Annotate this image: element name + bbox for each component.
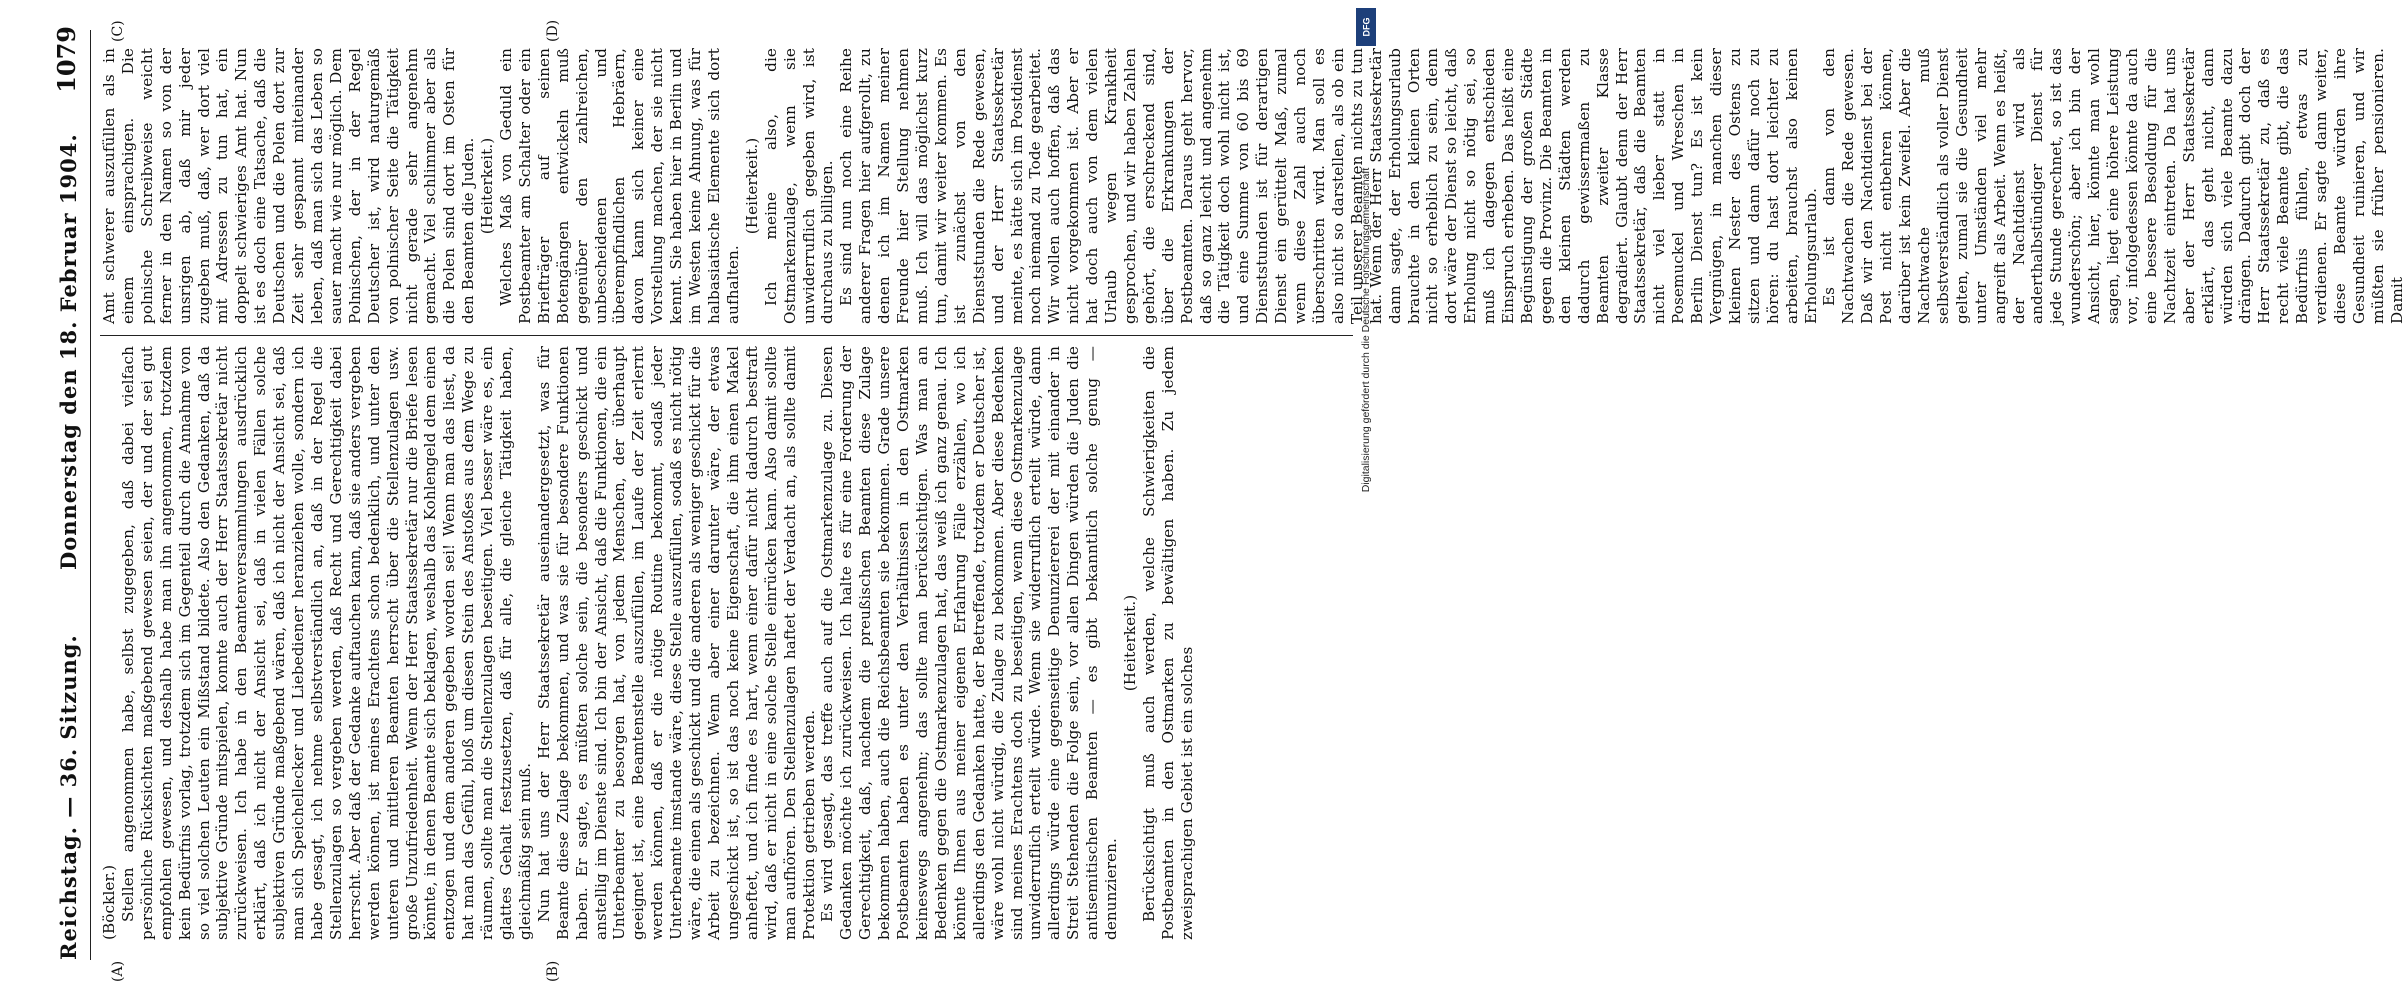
page-number: 1079 xyxy=(52,26,81,93)
header-rule xyxy=(90,30,91,960)
right-paragraph: Es ist dann von den Nachtwachen die Rede gewesen. Daß wir den Nachtdienst bei der Post nicht entbehren können, darüber ist kein Zweifel. Aber die Nachtwache muß selbstverständlich als voller Dienst gelten, zumal sie die Gesundheit unter Umständen viel mehr angreift als Arbeit. Wenn es heißt, der Nachtdienst wird als anderthalbstündiger Dienst für jede Stunde gerechnet, so ist das wunderschön; aber ich bin der Ansicht, hier, könnte man wohl sagen, liegt eine höhere Leistung vor, infolgedessen könnte da auch eine bessere Besoldung für die Nachtzeit eintreten. Da hat uns aber der Herr Staatssekretär erklärt, das geht nicht, dann würden sich viele Beamte dazu drängen. Dadurch gibt doch der Herr Staatssekretär zu, daß es recht viele Beamte gibt, die das Bedürfnis fühlen, etwas zu verdienen. Er sagte dann weiter, diese Beamte würden ihre Gesundheit ruinieren, und wir müßten sie früher pensionieren. Damit xyxy=(1820,48,2406,324)
left-interjection: (Heiterkeit.) xyxy=(1120,594,1139,692)
margin-mark-a: (A) xyxy=(110,960,126,982)
right-paragraph: Amt schwerer auszufüllen als in einem einsprachigen. Die polnische Schreibweise weicht ferner in den Namen so von der unsrigen ab, daß mir jeder zugeben muß, daß, wer dort viel mit Adressen zu tun hat, ein doppelt schwieriges Amt hat. Nun ist es doch eine Tatsache, daß die Deutschen und die Polen dort zur Zeit sehr gespannt miteinander leben, daß man sich das Leben so sauer macht wie nur möglich. Dem Polnischen, der in der Regel Deutscher ist, wird naturgemäß von polnischer Seite die Tätigkeit nicht gerade sehr angenehm gemacht. Viel schlimmer aber als die Polen sind dort im Osten für den Beamten die Juden. xyxy=(100,48,478,324)
margin-mark-b: (B) xyxy=(545,960,561,982)
right-interjection: (Heiterkeit.) xyxy=(742,137,761,235)
left-paragraph: Stellen angenommen habe, selbst zugegeben, daß dabei vielfach persönliche Rücksichten maßgebend gewesen seien, der und der sei gut empfohlen gewesen, und deshalb habe man ihn angenommen, trotzdem kein Bedürfnis vorlag, trotzdem sich im Gegenteil durch die Annahme von so viel solchen Leuten ein Mißstand bildete. Also den Gedanken, daß da subjektive Gründe mitspielen, konnte auch der Herr Staatssekretär nicht zurückweisen. Ich habe in den Beamtenversammlungen ausdrücklich erklärt, daß ich nicht der Ansicht sei, daß in vielen Fällen solche subjektiven Gründe maßgebend wären, daß ich nicht der Ansicht sei, daß man sich Speichellecker und Liebediener heranziehen wolle, sondern ich habe gesagt, ich nehme selbstverständlich an, daß in der Regel die Stellenzulagen so vergeben werden, daß Recht und Gerechtigkeit dabei herrscht. Aber daß der Gedanke auftauchen kann, daß sie anders vergeben werden können, ist meines Erachtens schon bedenklich, und unter den unteren und mittleren Beamten herrscht über die Stellenzulagen usw. große Unzufriedenheit. Wenn der Herr Staatssekretär nur die Briefe lesen könnte, in denen Beamte sich beklagen, weshalb das Kohlengeld dem einen entzogen und dem anderen gegeben worden sei! Wenn man das liest, da hat man das Gefühl, bloß um diesen Stein des Anstoßes aus dem Wege zu räumen, sollte man die Stellenzulagen beseitigen. Viel besser wäre es, ein glattes Gehalt festzusetzen, daß für alle, die gleiche Tätigkeit haben, gleichmäßig sein muß. xyxy=(118,346,534,940)
digitization-sidebar xyxy=(1355,0,1377,1000)
header-left: Reichstag. — 36. Sitzung. xyxy=(56,634,81,960)
margin-mark-d: (D) xyxy=(545,19,561,42)
margin-mark-c: (C) xyxy=(110,20,126,42)
right-paragraph: Welches Maß von Geduld ein Postbeamter am Schalter oder ein Briefträger auf seinen Botengängen entwickeln muß gegenüber den zahlreichen, unbescheidenen und überempfindlichen Hebräern, davon kann sich keiner eine Vorstellung machen, der sie nicht kennt. Sie haben hier in Berlin und im Westen keine Ahnung, was für halbasiatische Elemente sich dort aufhalten. xyxy=(497,48,742,324)
left-column xyxy=(100,346,1353,940)
column-divider xyxy=(100,335,1353,336)
digitization-note-text: Digitalisierung gefördert durch die Deutsche Forschungsgemeinschaft xyxy=(1360,167,1372,493)
right-paragraph: Es sind nun noch eine Reihe anderer Fragen hier aufgerollt, zu denen ich im Namen meiner Freunde hier Stellung nehmen muß. Ich will das möglichst kurz tun, damit wir weiter kommen. Es ist zunächst von den Dienststunden die Rede gewesen, und der Herr Staatssekretär meinte, es hätte sich im Postdienst noch niemand zu Tode gearbeitet. Wir wollen auch hoffen, daß das nicht vorgekommen ist. Aber er hat doch auch von dem vielen Urlaub wegen Krankheit gesprochen, und wir haben Zahlen gehört, die erschreckend sind, über die Erkrankungen der Postbeamten. Daraus geht hervor, daß so ganz leicht und angenehm die Tätigkeit doch wohl nicht ist, und eine Summe von 60 bis 69 Dienststunden ist für derartigen Dienst ein gerüttelt Maß, zumal wenn diese Zahl auch noch überschritten wird. Man soll es also nicht so darstellen, als ob ein Teil unserer Beamten nichts zu tun hat. Wenn der Herr Staatssekretär dann sagte, der Erholungsurlaub brauchte in den kleinen Orten nicht so erheblich zu sein, denn dort wäre der Dienst so leicht, daß Erholung nicht so nötig sei, so muß ich dagegen entschieden Einspruch erheben. Das heißt eine Begünstigung der großen Städte gegen die Provinz. Die Beamten in den kleinen Städten werden dadurch gewissermaßen zu Beamten zweiter Klasse degradiert. Glaubt denn der Herr Staatssekretär, daß die Beamten nicht viel lieber statt in Posemuckel und Wreschen in Berlin Dienst tun? Es ist kein Vergnügen, in manchen dieser kleinen Nester des Ostens zu sitzen und dann dafür noch zu hören: du hast dort leichter zu arbeiten, brauchst also keinen Erholungsurlaub. xyxy=(837,48,1820,324)
left-paragraph: Nun hat uns der Herr Staatssekretär auseinandergesetzt, was für Beamte diese Zulage bekommen, und was sie für besondere Funktionen haben. Er sagte, es müßten solche sein, die besonders geschickt und anstellig im Dienste sind. Ich bin der Ansicht, daß die Funktionen, die ein Unterbeamter zu besorgen hat, von jedem Menschen, der überhaupt geeignet ist, eine Beamtenstelle auszufüllen, im Laufe der Zeit erlernt werden können, daß er die nötige Routine bekommt, sodaß jeder Unterbeamte imstande wäre, diese Stelle auszufüllen, sodaß es nicht nötig wäre, die einen als geschickt und die anderen als weniger geschickt für die Arbeit zu bezeichnen. Wenn aber einer darunter wäre, der etwas ungeschickt ist, so ist das noch keine Eigenschaft, die ihm einen Makel anheftet, und ich finde es hart, wenn einer dafür nicht dadurch bestraft wird, daß er nicht in eine solche Stelle einrücken kann. Also damit sollte man aufhören. Den Stellenzulagen haftet der Verdacht an, als sollte damit Protektion getrieben werden. xyxy=(534,346,818,940)
left-paragraph: Es wird gesagt, das treffe auch auf die Ostmarkenzulage zu. Diesen Gedanken möchte ich zurückweisen. Ich halte es für eine Forderung der Gerechtigkeit, daß, nachdem die preußischen Beamten diese Zulage bekommen haben, auch die Reichsbeamten sie bekommen. Grade unsere Postbeamten haben es unter den Verhältnissen in den Ostmarken keineswegs angenehm; das sollte man berücksichtigen. Was man an Bedenken gegen die Ostmarkenzulagen hat, das weiß ich ganz genau. Ich könnte Ihnen aus meiner eigenen Erfahrung Fälle erzählen, wo ich allerdings den Gedanken hatte, der Betreffende, trotzdem er Deutscher ist, wäre wohl nicht würdig, die Zulage zu bekommen. Aber diese Bedenken sind meines Erachtens doch zu beseitigen, wenn diese Ostmarkenzulage unwiderruflich erteilt würde. Wenn sie widerruflich erteilt würde, dann allerdings würde eine gegenseitige Denunziererei der mit einander in Streit Stehenden die Folge sein, vor allen Dingen würden die Juden die antisemitischen Beamten — es gibt bekanntlich solche genug — denunzieren. xyxy=(818,346,1121,940)
left-paragraph: Berücksichtigt muß auch werden, welche Schwierigkeiten die Postbeamten in den Ostmarken zu bewältigen haben. Zu jedem zweisprachigen Gebiet ist ein solches xyxy=(1139,346,1196,940)
right-column xyxy=(100,48,2406,324)
right-interjection: (Heiterkeit.) xyxy=(478,137,497,235)
header-date: Donnerstag den 18. Februar 1904. xyxy=(56,133,81,570)
page-header xyxy=(50,22,90,960)
speaker-label: (Böckler.) xyxy=(100,864,118,940)
dfg-logo xyxy=(1356,8,1376,46)
right-paragraph: Ich meine also, die Ostmarkenzulage, wenn sie unwiderruflich gegeben wird, ist durchaus zu billigen. xyxy=(761,48,837,324)
dfg-logo-text: DFG xyxy=(1361,17,1371,37)
